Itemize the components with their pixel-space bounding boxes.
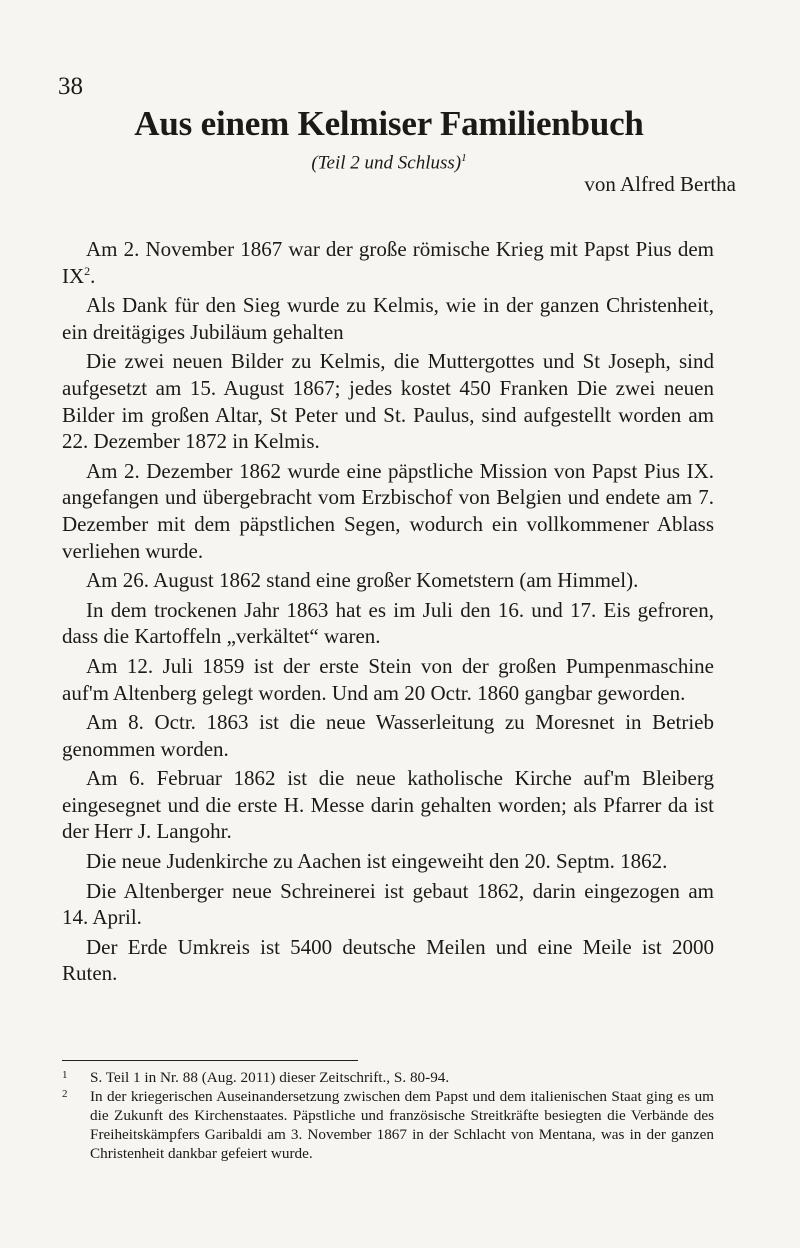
paragraph: Am 12. Juli 1859 ist der erste Stein von der großen Pumpenmaschine auf'm Altenberg gelegt worden. Und am 20 Octr. 1860 gangbar geworden. [62, 653, 714, 705]
paragraph-tail: . [90, 263, 96, 288]
footnote-divider [62, 1060, 358, 1061]
article-subtitle [0, 146, 778, 175]
paragraph: Die Altenberger neue Schreinerei ist gebaut 1862, darin eingezogen am 14. April. [62, 878, 714, 930]
paragraph: In dem trockenen Jahr 1863 hat es im Juli den 16. und 17. Eis gefroren, dass die Kartoffeln „verkältet“ waren. [62, 597, 714, 649]
paragraph: Der Erde Umkreis ist 5400 deutsche Meilen und eine Meile ist 2000 Ruten. [62, 934, 714, 986]
paragraph: Die neue Judenkirche zu Aachen ist eingeweiht den 20. Septm. 1862. [86, 849, 668, 874]
footnote-text: S. Teil 1 in Nr. 88 (Aug. 2011) dieser Zeitschrift., S. 80-94. [90, 1069, 450, 1086]
footnotes [62, 1068, 714, 1163]
footnote [62, 1087, 714, 1163]
footnote-number: 1 [62, 1069, 68, 1081]
subtitle-text: (Teil 2 und Schluss) [311, 152, 462, 174]
paragraph: Am 8. Octr. 1863 ist die neue Wasserleitung zu Moresnet in Betrieb genommen worden. [62, 710, 714, 761]
footnote-ref-2: 2 [84, 263, 91, 278]
footnote-text: In der kriegerischen Auseinandersetzung zwischen dem Papst und dem italienischen Staat ging es um die Zukunft des Kirchenstaates. Päpstliche und französische Streitkräfte besiegten die Verbände des Freiheitskämpfers Garibaldi am 3. November 1867 in der Schlacht von Mentana, was in der ganzen Christenheit dankbar gefeiert wurde. [90, 1088, 714, 1162]
page-number: 38 [58, 73, 83, 100]
paragraph: Die zwei neuen Bilder zu Kelmis, die Muttergottes und St Joseph, sind aufgesetzt am 15. August 1867; jedes kostet 450 Franken Die zwei neuen Bilder im großen Altar, St Peter und St. Paulus, sind aufgestellt worden am 22. Dezember 1872 in Kelmis. [62, 349, 714, 454]
paragraph [62, 236, 714, 289]
author-byline: von Alfred Bertha [584, 172, 736, 196]
footnote-ref-1: 1 [461, 152, 467, 164]
paragraph: Am 6. Februar 1862 ist die neue katholische Kirche auf'm Bleiberg eingesegnet und die erste H. Messe darin gehalten worden; als Pfarrer da ist der Herr J. Langohr. [62, 766, 714, 844]
footnote-number: 2 [62, 1088, 68, 1100]
article-title: Aus einem Kelmiser Familienbuch [134, 104, 644, 143]
paragraph-text: Am 2. November 1867 war der große römische Krieg mit Papst Pius dem IX [62, 237, 714, 288]
footnote [62, 1068, 714, 1087]
article-body [62, 236, 714, 990]
paragraph: Als Dank für den Sieg wurde zu Kelmis, wie in der ganzen Christenheit, ein dreitägiges Jubiläum gehalten [62, 293, 714, 344]
paragraph: Am 26. August 1862 stand eine großer Kometstern (am Himmel). [86, 568, 639, 593]
paragraph: Am 2. Dezember 1862 wurde eine päpstliche Mission von Papst Pius IX. angefangen und übergebracht vom Erzbischof von Belgien und endete am 7. Dezember mit dem päpstlichen Segen, wodurch ein vollkommener Ablass verliehen wurde. [62, 458, 714, 563]
